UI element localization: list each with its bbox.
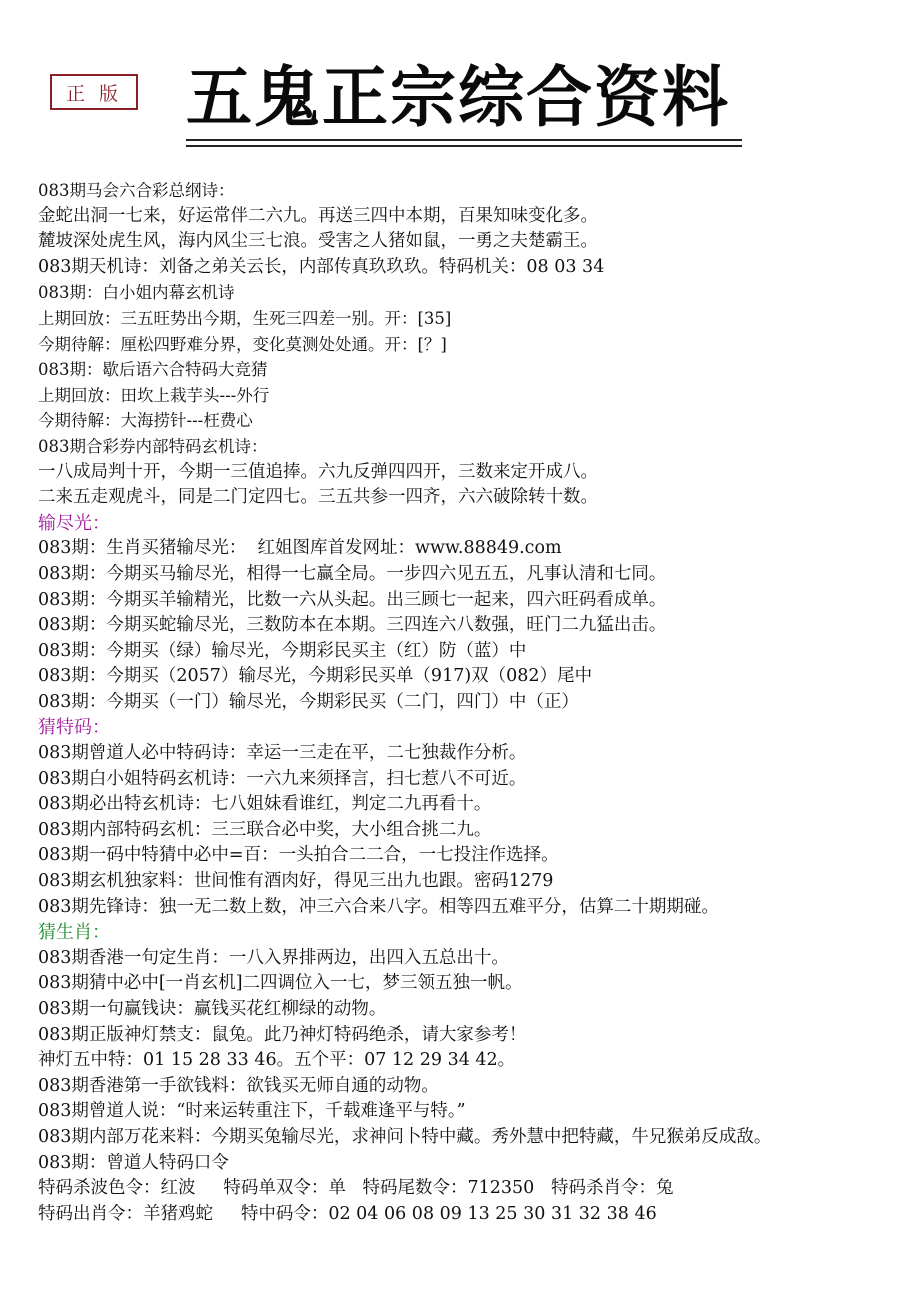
- text-line: 083期：今期买（2057）输尽光，今期彩民买单（917)双（082）尾中: [38, 666, 593, 687]
- title-underline-second: [186, 145, 742, 147]
- text-line: 083期香港一句定生肖：一八入界排两边，出四入五总出十。: [38, 947, 509, 968]
- text-line: 神灯五中特：01 15 28 33 46。五个平：07 12 29 34 42。: [38, 1050, 516, 1071]
- text-line: 特码出肖令：羊猪鸡蛇 特中码令：02 04 06 08 09 13 25 30 31 32 38 46: [38, 1203, 657, 1224]
- authentic-stamp: 正 版: [50, 74, 138, 110]
- text-line: 083期一码中特猜中必中=百：一头拍合二二合，一七投注作选择。: [38, 845, 559, 866]
- text-line: 083期猜中必中[一肖玄机]二四调位入一七，梦三领五独一帆。: [38, 973, 523, 994]
- section-heading: 猜生肖：: [38, 922, 110, 944]
- text-line: 083期：今期买（一门）输尽光，今期彩民买（二门，四门）中（正）: [38, 691, 579, 712]
- title-underline: [186, 139, 742, 141]
- text-line: 083期：白小姐内幕玄机诗: [38, 283, 235, 303]
- section-heading: 输尽光：: [38, 512, 110, 534]
- page-title: 五鬼正宗综合资料: [186, 59, 730, 136]
- text-line: 今期待解：大海捞针---枉费心: [38, 411, 253, 431]
- text-line: 083期正版神灯禁支：鼠兔。此乃神灯特码绝杀，请大家参考！: [38, 1024, 527, 1045]
- text-line: 083期天机诗：刘备之弟关云长，内部传真玖玖玖。特码机关：08 03 34: [38, 256, 605, 277]
- text-line: 083期马会六合彩总纲诗：: [38, 181, 235, 200]
- text-line: 一八成局判十开，今期一三值追捧。六九反弹四四开，三数来定开成八。: [38, 461, 598, 482]
- text-line: 083期：歇后语六合特码大竞猜: [38, 360, 268, 380]
- text-line: 083期必出特玄机诗：七八姐妹看谁红，判定二九再看十。: [38, 794, 492, 815]
- text-line: 今期待解：厘松四野难分界，变化莫测处处通。开：[？]: [38, 334, 447, 354]
- text-line: 083期曾道人说：“时来运转重注下，千载难逢平与特。”: [38, 1101, 466, 1122]
- section-heading: 猜特码：: [38, 717, 110, 739]
- text-line: 083期玄机独家料：世间惟有酒肉好，得见三出九也跟。密码1279: [38, 871, 554, 892]
- text-line: 上期回放：三五旺势出今期，生死三四差一别。开：[35]: [38, 308, 452, 328]
- text-line: 二来五走观虎斗，同是二门定四七。三五共参一四齐，六六破除转十数。: [38, 487, 598, 508]
- text-line: 083期：生肖买猪输尽光： 红姐图库首发网址：www.88849.com: [38, 538, 562, 559]
- text-line: 083期：今期买马输尽光，相得一七赢全局。一步四六见五五，凡事认清和七同。: [38, 563, 667, 584]
- text-line: 083期一句赢钱诀：赢钱买花红柳绿的动物。: [38, 999, 387, 1019]
- text-line: 083期：今期买蛇输尽光，三数防本在本期。三四连六八数强，旺门二九猛出击。: [38, 615, 667, 636]
- text-line: 083期曾道人必中特码诗：幸运一三走在平，二七独裁作分析。: [38, 743, 527, 764]
- text-line: 金蛇出洞一七来，好运常伴二六九。再送三四中本期，百果知味变化多。: [38, 205, 598, 226]
- text-line: 上期回放：田坎上栽芋头---外行: [38, 385, 270, 405]
- text-line: 083期：今期买羊输精光，比数一六从头起。出三顾七一起来，四六旺码看成单。: [38, 589, 667, 610]
- text-line: 083期：今期买（绿）输尽光，今期彩民买主（红）防（蓝）中: [38, 640, 527, 661]
- text-line: 083期白小姐特码玄机诗：一六九来须择言，扫七惹八不可近。: [38, 768, 527, 789]
- text-line: 083期：曾道人特码口令: [38, 1152, 229, 1173]
- text-line: 特码杀波色令：红波 特码单双令：单 特码尾数令：712350 特码杀肖令：兔: [38, 1178, 674, 1199]
- content-body: [38, 178, 888, 1227]
- text-line: 083期先锋诗：独一无二数上数，冲三六合来八字。相等四五难平分，估算二十期期碰。: [38, 896, 719, 917]
- text-line: 083期香港第一手欲钱料：欲钱买无师自通的动物。: [38, 1075, 439, 1096]
- text-line: 083期内部特码玄机：三三联合必中奖，大小组合挑二九。: [38, 819, 492, 840]
- text-line: 麓坡深处虎生风，海内风尘三七浪。受害之人猪如鼠，一勇之夫楚霸王。: [38, 231, 598, 252]
- text-line: 083期内部万花来料：今期买兔输尽光，求神问卜特中藏。秀外慧中把特藏，牛兄猴弟反成敌。: [38, 1126, 772, 1147]
- text-line: 083期合彩券内部特码玄机诗：: [38, 436, 268, 456]
